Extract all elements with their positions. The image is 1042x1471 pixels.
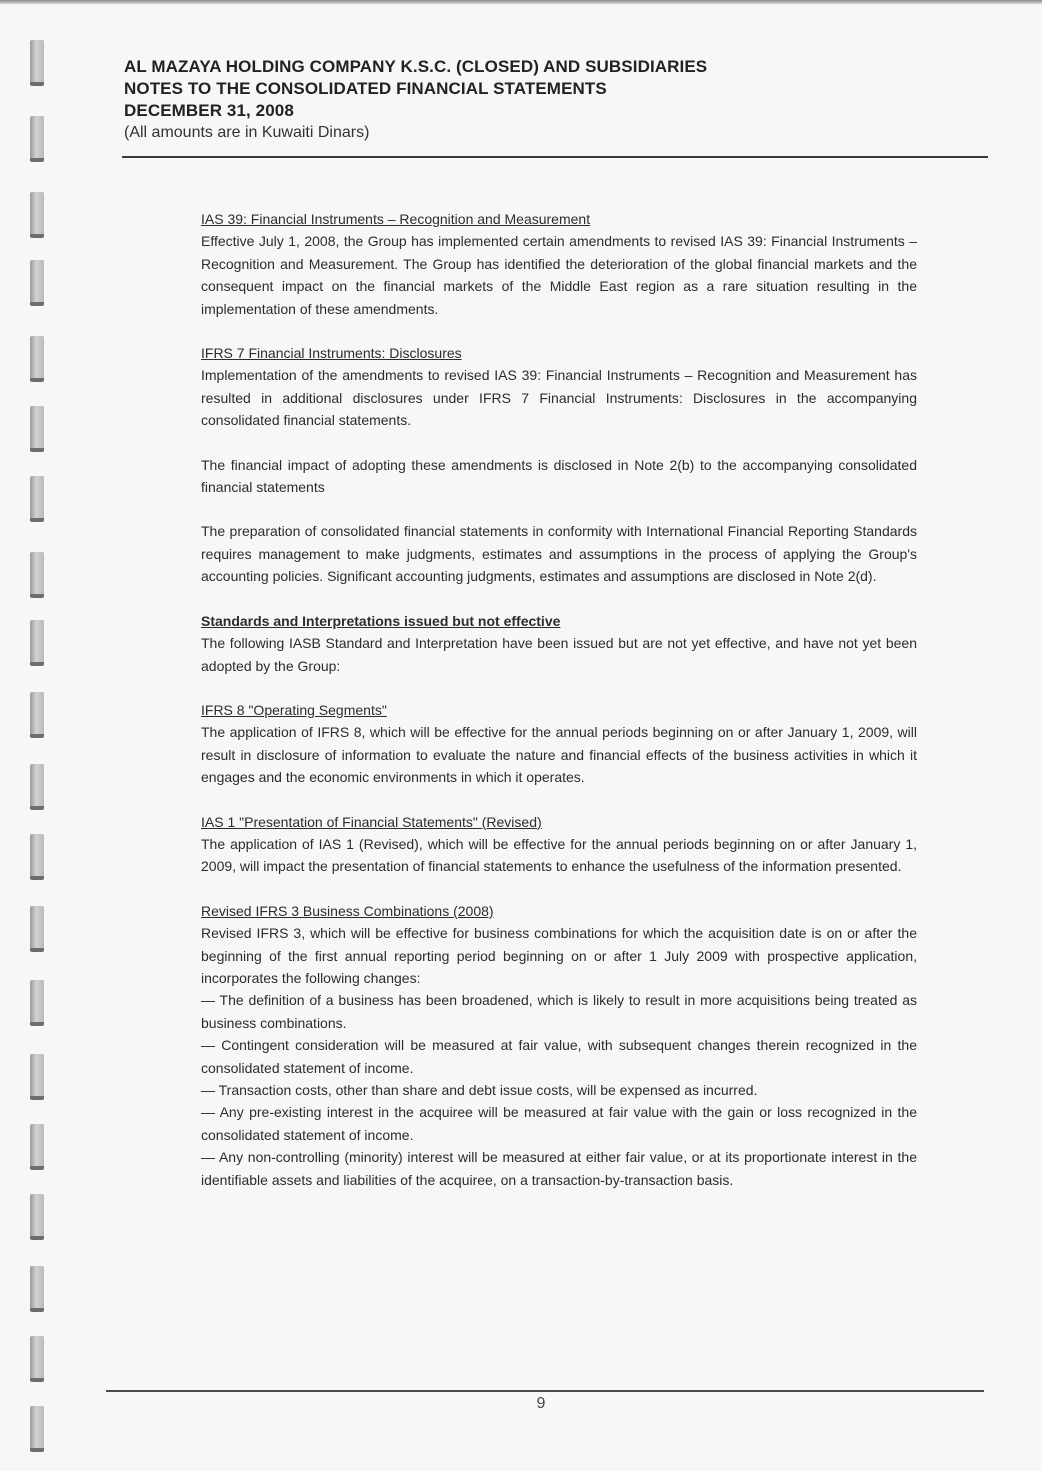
currency-note: (All amounts are in Kuwaiti Dinars): [124, 124, 370, 141]
section-heading: IAS 1 "Presentation of Financial Statements" (Revised): [201, 813, 542, 830]
binding-hole: [30, 1336, 44, 1382]
section-ifrs7: [201, 342, 917, 432]
binding-strip: [30, 40, 46, 1460]
binding-hole: [30, 834, 44, 880]
binding-hole: [30, 260, 44, 306]
section-preparation: [201, 520, 917, 587]
binding-hole: [30, 764, 44, 810]
page-number: 9: [536, 1395, 546, 1412]
section-ias39: [201, 208, 917, 320]
binding-hole: [30, 1406, 44, 1452]
section-heading: IAS 39: Financial Instruments – Recognition and Measurement: [201, 211, 591, 227]
section-paragraph: The application of IAS 1 (Revised), which will be effective for the annual periods beginning on or after January 1, 2009, will impact the presentation of financial statements to enhance the usefulness of the information presented.: [201, 835, 917, 875]
header-divider: [122, 156, 988, 158]
binding-hole: [30, 980, 44, 1026]
section-heading: IFRS 8 "Operating Segments": [201, 701, 387, 718]
binding-hole: [30, 620, 44, 666]
section-paragraph: The financial impact of adopting these amendments is disclosed in Note 2(b) to the accompanying consolidated financial statements: [201, 456, 917, 496]
binding-hole: [30, 1266, 44, 1312]
binding-hole: [30, 336, 44, 382]
binding-hole: [30, 40, 44, 86]
statement-date: DECEMBER 31, 2008: [124, 101, 294, 120]
footer-divider: [106, 1390, 984, 1392]
list-item: — Contingent consideration will be measured at fair value, with subsequent changes therein recognized in the consolidated statement of income.: [201, 1037, 917, 1076]
section-heading: Revised IFRS 3 Business Combinations (2008): [201, 902, 494, 919]
section-heading: IFRS 7 Financial Instruments: Disclosures: [201, 345, 462, 362]
binding-hole: [30, 116, 44, 162]
binding-hole: [30, 192, 44, 238]
company-name: AL MAZAYA HOLDING COMPANY K.S.C. (CLOSED) AND SUBSIDIARIES: [124, 57, 708, 76]
section-paragraph: Implementation of the amendments to revised IAS 39: Financial Instruments – Recognition and Measurement has resulted in additional disclosures under IFRS 7 Financial Instruments: Disclosures in the accompanying consolidated financial statements.: [201, 367, 917, 429]
binding-hole: [30, 406, 44, 452]
section-heading: Standards and Interpretations issued but not effective: [201, 612, 561, 629]
binding-hole: [30, 1054, 44, 1100]
section-ifrs3: [201, 900, 917, 1191]
section-paragraph: The following IASB Standard and Interpretation have been issued but are not yet effective, and have not yet been adopted by the Group:: [201, 635, 917, 674]
section-ifrs8: [201, 699, 917, 789]
page-top-edge: [0, 0, 1042, 4]
list-item: — Transaction costs, other than share and debt issue costs, will be expensed as incurred.: [201, 1082, 758, 1098]
binding-hole: [30, 552, 44, 598]
section-ias1: [201, 811, 917, 878]
section-paragraph: The application of IFRS 8, which will be effective for the annual periods beginning on or after January 1, 2009, will result in disclosure of information to evaluate the nature and financial effects of the business activities in which it engages and the economic environments in which it operates.: [201, 724, 917, 786]
notes-title: NOTES TO THE CONSOLIDATED FINANCIAL STATEMENTS: [124, 79, 607, 98]
binding-hole: [30, 1194, 44, 1240]
notes-body: [201, 208, 917, 1191]
document-header: [124, 56, 988, 144]
section-standards-not-effective: [201, 610, 917, 677]
binding-hole: [30, 1124, 44, 1170]
list-item: — Any pre-existing interest in the acquiree will be measured at fair value with the gain or loss recognized in the consolidated statement of income.: [201, 1104, 917, 1143]
section-paragraph: The preparation of consolidated financial statements in conformity with International Financial Reporting Standards requires management to make judgments, estimates and assumptions in the process of applying the Group's accounting policies. Significant accounting judgments, estimates and assumptions are disclosed in Note 2(d).: [201, 523, 917, 585]
section-financial-impact: [201, 454, 917, 499]
list-item: — The definition of a business has been broadened, which is likely to result in more acquisitions being treated as business combinations.: [201, 992, 917, 1031]
binding-hole: [30, 906, 44, 952]
list-item: — Any non-controlling (minority) interest will be measured at either fair value, or at its proportionate interest in the identifiable assets and liabilities of the acquiree, on a transaction-by-transaction basis.: [201, 1149, 917, 1188]
section-paragraph: Revised IFRS 3, which will be effective for business combinations for which the acquisition date is on or after the beginning of the first annual reporting period beginning on or after 1 July 2009 with prospective application, incorporates the following changes:: [201, 925, 917, 986]
binding-hole: [30, 476, 44, 522]
binding-hole: [30, 692, 44, 738]
section-paragraph: Effective July 1, 2008, the Group has implemented certain amendments to revised IAS 39: Financial Instruments – Recognition and Measurement. The Group has identified the deterioration of the global financial markets and the consequent impact on the financial markets of the Middle East region as a rare situation resulting in the implementation of these amendments.: [201, 233, 917, 317]
